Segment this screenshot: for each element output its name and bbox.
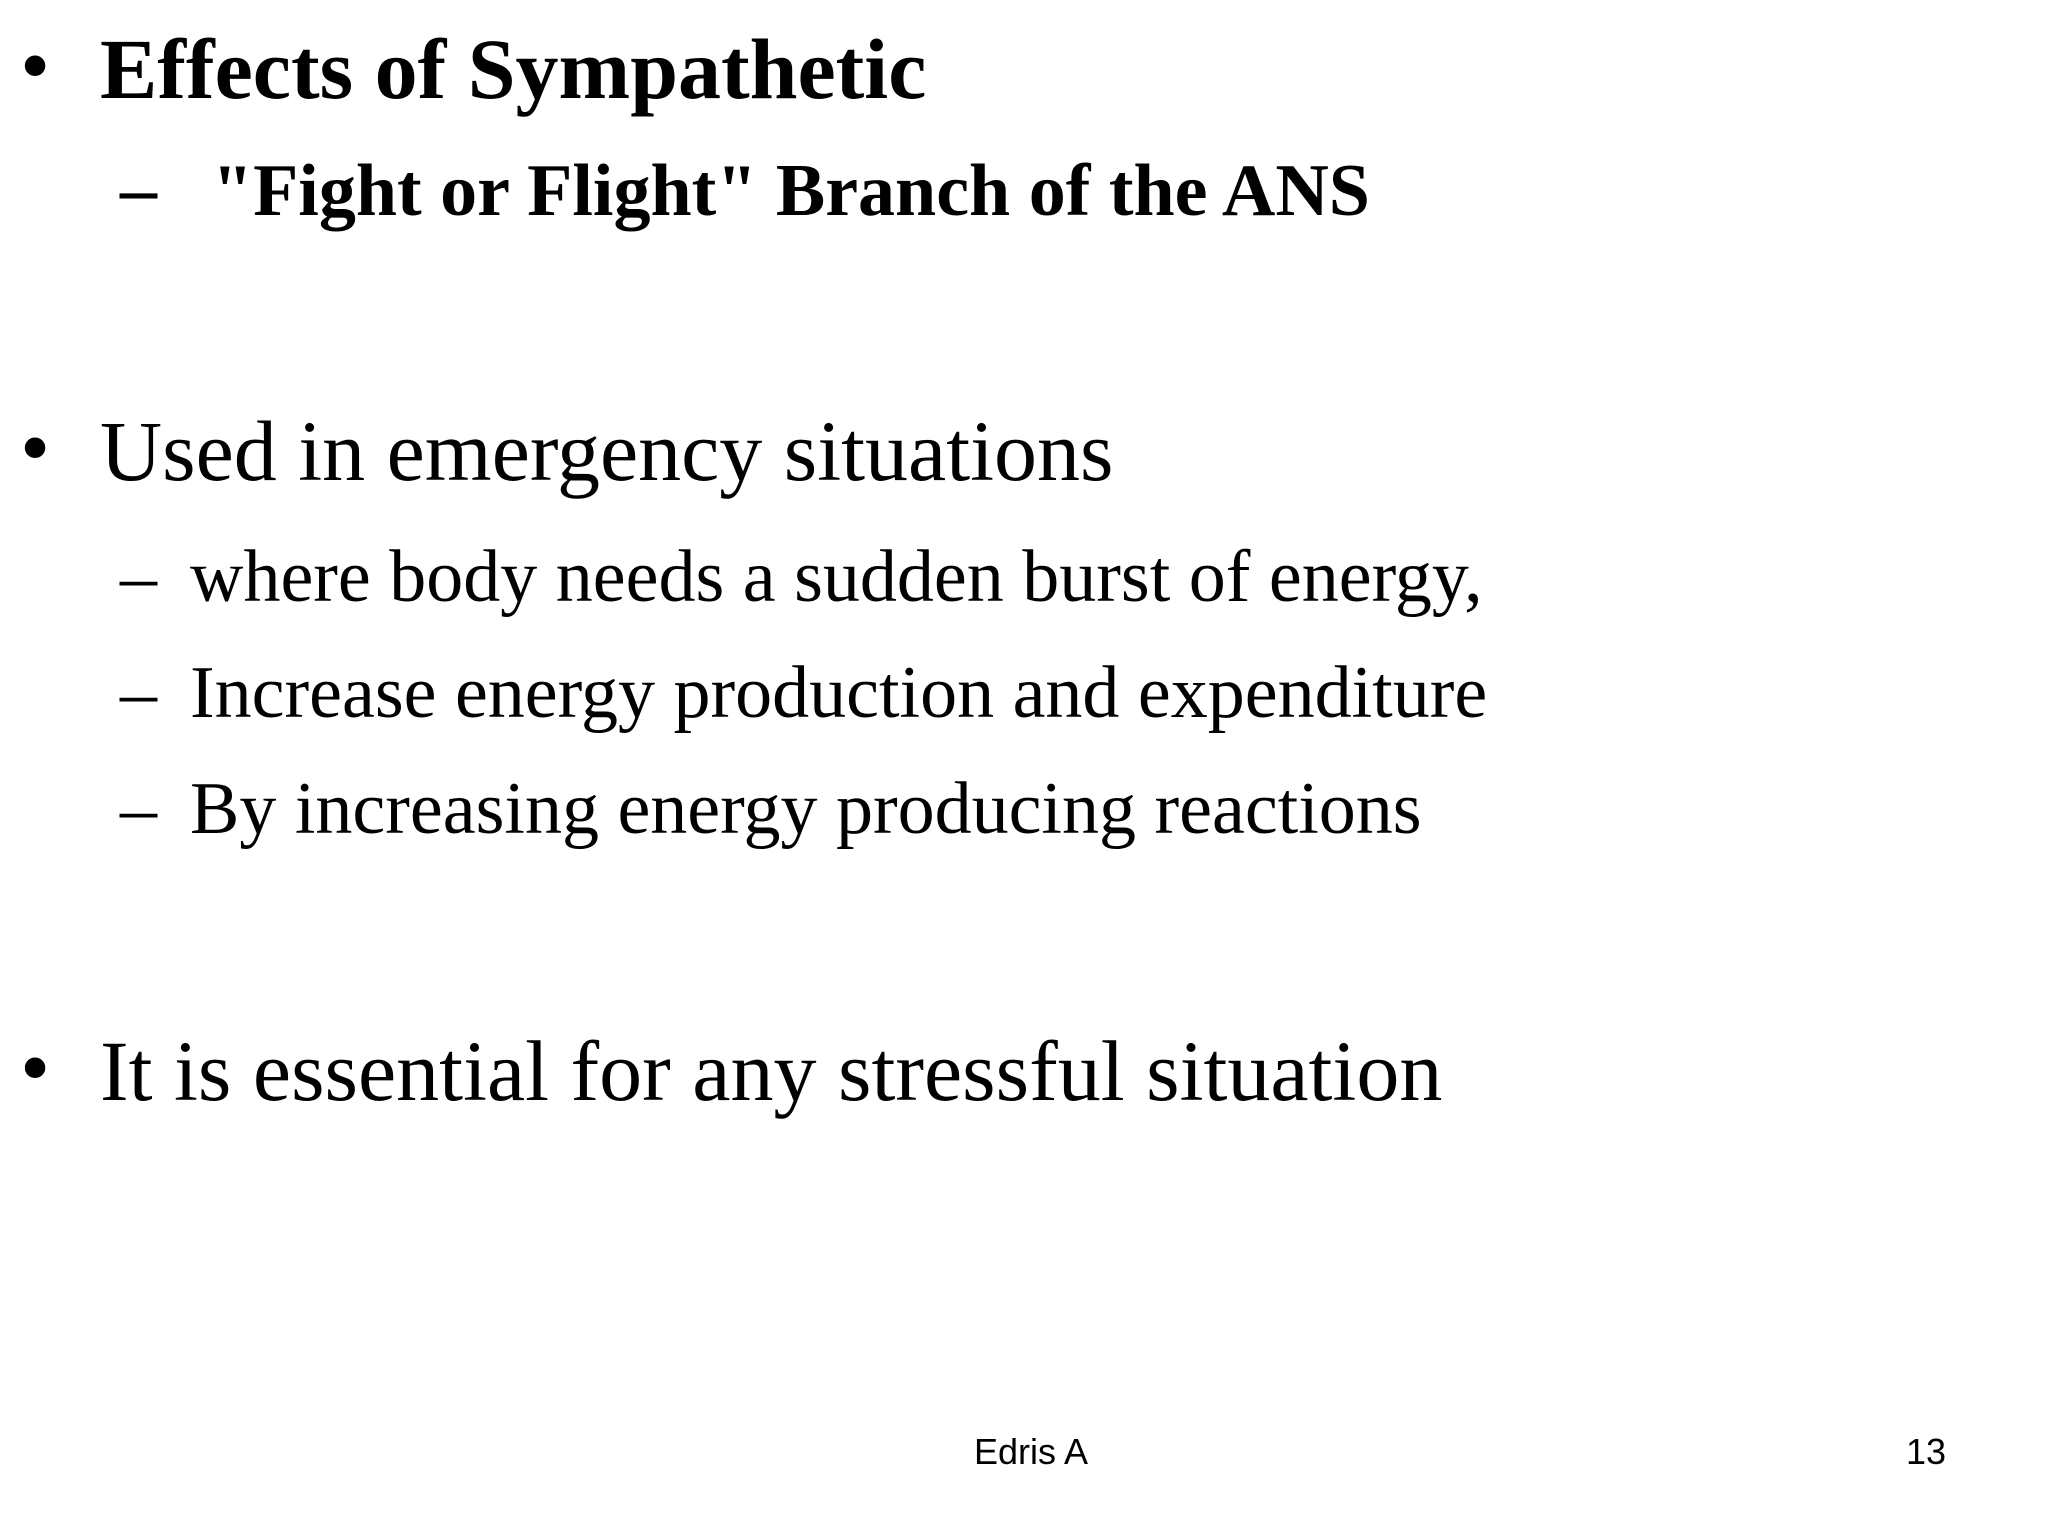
bullet-marker: • (20, 17, 51, 113)
sub-bullet-dash: – (120, 768, 157, 850)
slide-heading: Effects of Sympathetic (100, 21, 927, 117)
slide-number: 13 (1906, 1431, 1947, 1472)
footer-author: Edris A (974, 1431, 1089, 1472)
sub-bullet-text: "Fight or Flight" Branch of the ANS (212, 150, 1370, 232)
bullet-marker: • (20, 399, 51, 495)
bullet-text: Used in emergency situations (100, 403, 1114, 499)
sub-bullet-dash: – (120, 652, 157, 734)
sub-bullet-text: Increase energy production and expenditure (190, 652, 1488, 734)
bullet-text: It is essential for any stressful situation (100, 1023, 1443, 1119)
sub-bullet-text: where body needs a sudden burst of energy, (190, 536, 1483, 618)
sub-bullet-dash: – (120, 536, 157, 618)
sub-bullet-text: By increasing energy producing reactions (190, 768, 1422, 850)
bullet-marker: • (20, 1019, 51, 1115)
sub-bullet-dash: – (120, 148, 157, 230)
